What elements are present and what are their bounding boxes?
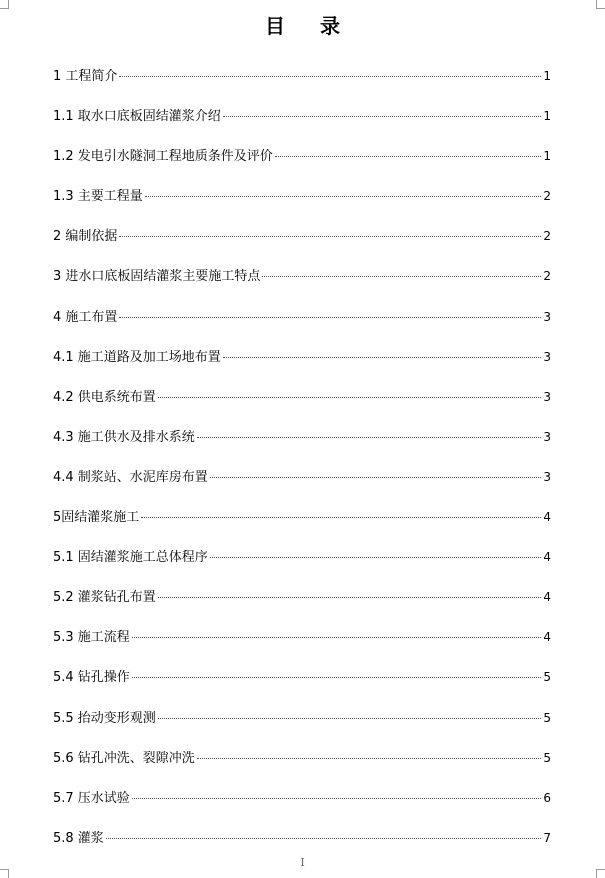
toc-entry-title: 1.3 主要工程量 [53, 189, 143, 205]
toc-entry-page: 5 [543, 670, 551, 685]
crop-mark-top-right [596, 0, 605, 9]
toc-entry-page: 3 [543, 429, 551, 444]
toc-dot-leader [158, 718, 542, 719]
toc-entry-page: 4 [543, 630, 551, 645]
crop-mark-bottom-left [0, 869, 9, 878]
toc-entry-page: 4 [543, 510, 551, 525]
toc-dot-leader [158, 397, 542, 398]
toc-entry[interactable] [53, 507, 551, 547]
toc-entry[interactable] [53, 788, 551, 828]
toc-dot-leader [197, 758, 542, 759]
toc-dot-leader [119, 76, 541, 77]
toc-entry-page: 4 [543, 590, 551, 605]
toc-entry-page: 4 [543, 550, 551, 565]
toc-entry-page: 5 [543, 710, 551, 725]
crop-mark-top-left [0, 0, 9, 9]
toc-dot-leader [275, 156, 542, 157]
toc-entry-title: 1.1 取水口底板固结灌浆介绍 [53, 109, 221, 125]
toc-entry[interactable] [53, 106, 551, 146]
toc-entry-title: 5.6 钻孔冲洗、裂隙冲洗 [53, 750, 195, 766]
toc-entry-page: 3 [543, 309, 551, 324]
toc-entry-title: 4 施工布置 [53, 309, 118, 325]
toc-entry[interactable] [53, 146, 551, 186]
toc-entry-title: 5.7 压水试验 [53, 790, 130, 806]
toc-entry-title: 2 编制依据 [53, 229, 118, 245]
toc-entry[interactable] [53, 186, 551, 226]
toc-entry-page: 2 [543, 189, 551, 204]
toc-entry[interactable] [53, 667, 551, 707]
toc-entry-title: 4.4 制浆站、水泥库房布置 [53, 469, 208, 485]
toc-dot-leader [210, 557, 542, 558]
toc-entry[interactable] [53, 748, 551, 788]
toc-dot-leader [119, 236, 541, 237]
toc-entry-title: 4.2 供电系统布置 [53, 389, 156, 405]
toc-dot-leader [223, 357, 542, 358]
toc-entry-page: 2 [543, 269, 551, 284]
toc-entry-page: 1 [543, 109, 551, 124]
table-of-contents [53, 66, 551, 868]
toc-dot-leader [197, 437, 542, 438]
toc-entry[interactable] [53, 387, 551, 427]
toc-entry[interactable] [53, 627, 551, 667]
toc-dot-leader [145, 196, 542, 197]
toc-entry[interactable] [53, 427, 551, 467]
toc-entry-page: 7 [543, 830, 551, 845]
toc-entry-title: 5.8 灌浆 [53, 830, 104, 846]
toc-entry[interactable] [53, 587, 551, 627]
toc-dot-leader [223, 116, 542, 117]
toc-entry-title: 1.2 发电引水隧洞工程地质条件及评价 [53, 149, 273, 165]
toc-entry[interactable] [53, 66, 551, 106]
toc-entry-page: 1 [543, 149, 551, 164]
toc-entry-title: 5.3 施工流程 [53, 630, 130, 646]
crop-mark-bottom-right [596, 869, 605, 878]
toc-entry[interactable] [53, 347, 551, 387]
toc-dot-leader [119, 317, 541, 318]
toc-entry[interactable] [53, 266, 551, 306]
toc-dot-leader [210, 477, 542, 478]
toc-entry-title: 4.3 施工供水及排水系统 [53, 429, 195, 445]
toc-entry-page: 2 [543, 229, 551, 244]
toc-entry-title: 5固结灌浆施工 [53, 510, 140, 526]
toc-entry[interactable] [53, 467, 551, 507]
toc-dot-leader [262, 276, 541, 277]
page-number-footer: I [300, 856, 305, 869]
toc-entry-page: 1 [543, 69, 551, 83]
toc-entry-page: 6 [543, 790, 551, 805]
toc-entry-page: 5 [543, 750, 551, 765]
toc-entry-title: 5.5 抬动变形观测 [53, 710, 156, 726]
toc-entry-title: 5.1 固结灌浆施工总体程序 [53, 550, 208, 566]
toc-entry[interactable] [53, 226, 551, 266]
toc-entry[interactable] [53, 307, 551, 347]
toc-entry-title: 4.1 施工道路及加工场地布置 [53, 349, 221, 365]
toc-entry-page: 3 [543, 389, 551, 404]
toc-entry-title: 5.4 钻孔操作 [53, 670, 130, 686]
toc-dot-leader [132, 637, 542, 638]
toc-entry-title: 3 进水口底板固结灌浆主要施工特点 [53, 269, 261, 285]
toc-entry[interactable] [53, 547, 551, 587]
toc-entry[interactable] [53, 708, 551, 748]
toc-entry-title: 1 工程简介 [53, 69, 118, 84]
toc-title: 目 录 [265, 14, 354, 38]
toc-dot-leader [132, 798, 542, 799]
toc-dot-leader [106, 838, 542, 839]
toc-dot-leader [132, 677, 542, 678]
toc-entry-title: 5.2 灌浆钻孔布置 [53, 590, 156, 606]
toc-dot-leader [141, 517, 541, 518]
toc-entry-page: 3 [543, 349, 551, 364]
toc-entry-page: 3 [543, 469, 551, 484]
toc-dot-leader [158, 597, 542, 598]
